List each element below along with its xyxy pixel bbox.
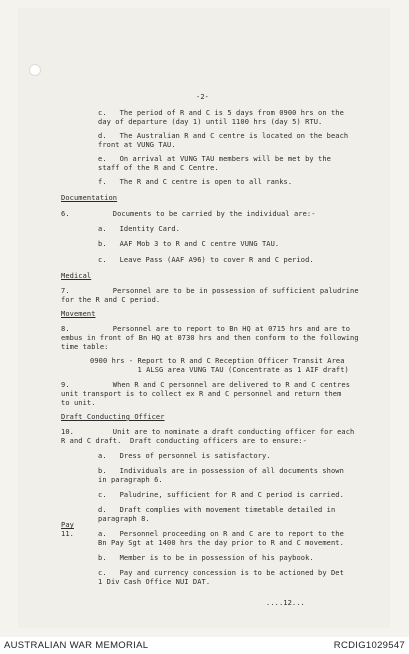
- para-10d-line2: paragraph 8.: [98, 515, 150, 523]
- para-11c-line1: c. Pay and currency concession is to be actioned by Det: [98, 569, 344, 577]
- continuation-marker: ....12...: [266, 599, 305, 607]
- para-8-line3: time table:: [61, 343, 109, 351]
- footer-bar: [0, 637, 409, 654]
- timetable-line2: 1 ALSG area VUNG TAU (Concentrate as 1 AIF draft): [90, 366, 349, 374]
- footer-record-id: RCDIG1029547: [333, 640, 405, 651]
- para-10b-line1: b. Individuals are in possession of all documents shown: [98, 467, 344, 475]
- para-10d-line1: d. Draft complies with movement timetable detailed in: [98, 506, 336, 514]
- footer-source: AUSTRALIAN WAR MEMORIAL: [4, 640, 149, 651]
- para-7-line1: 7. Personnel are to be in possession of sufficient paludrine: [61, 287, 359, 295]
- para-c-line2: day of departure (day 1) until 1100 hrs (day 5) RTU.: [98, 118, 323, 126]
- para-9-line1: 9. When R and C personnel are delivered to R and C centres: [61, 381, 351, 389]
- para-9-line3: to unit.: [61, 399, 96, 407]
- para-11c-line2: 1 Div Cash Office NUI DAT.: [98, 578, 211, 586]
- para-11a-line2: Bn Pay Sgt at 1400 hrs the day prior to R and C movement.: [98, 539, 344, 547]
- para-9-line2: unit transport is to collect ex R and C personnel and return them: [61, 390, 342, 398]
- punch-hole: [29, 64, 41, 76]
- para-8-line1: 8. Personnel are to report to Bn HQ at 0715 hrs and are to: [61, 325, 351, 333]
- para-11a-line1: a. Personnel proceeding on R and C are to report to the: [98, 530, 344, 538]
- heading-movement: Movement: [61, 310, 96, 318]
- para-6b: b. AAF Mob 3 to R and C centre VUNG TAU.: [98, 240, 280, 248]
- para-10b-line2: in paragraph 6.: [98, 476, 163, 484]
- para-7-line2: for the R and C period.: [61, 296, 161, 304]
- para-6a: a. Identity Card.: [98, 225, 180, 233]
- para-e-line2: staff of the R and C Centre.: [98, 164, 219, 172]
- para-6c: c. Leave Pass (AAF A96) to cover R and C period.: [98, 256, 314, 264]
- para-10-line2: R and C draft. Draft conducting officers are to ensure:-: [61, 437, 307, 445]
- heading-draft-conducting-officer: Draft Conducting Officer: [61, 413, 165, 421]
- heading-medical: Medical: [61, 272, 92, 280]
- para-d-line1: d. The Australian R and C centre is located on the beach: [98, 132, 349, 140]
- para-c-line1: c. The period of R and C is 5 days from 0900 hrs on the: [98, 109, 344, 117]
- para-11b: b. Member is to be in possession of his paybook.: [98, 554, 314, 562]
- para-10-line1: 10. Unit are to nominate a draft conducting officer for each: [61, 428, 355, 436]
- para-11-number: 11.: [61, 530, 74, 538]
- heading-documentation: Documentation: [61, 194, 118, 202]
- para-e-line1: e. On arrival at VUNG TAU members will be met by the: [98, 155, 331, 163]
- para-8-line2: embus in front of Bn HQ at 0730 hrs and then conform to the following: [61, 334, 359, 342]
- heading-pay: Pay: [61, 521, 74, 529]
- page-number: -2-: [196, 93, 209, 101]
- para-f: f. The R and C centre is open to all ranks.: [98, 178, 293, 186]
- para-d-line2: front at VUNG TAU.: [98, 141, 176, 149]
- para-10a: a. Dress of personnel is satisfactory.: [98, 452, 271, 460]
- para-6: 6. Documents to be carried by the individual are:-: [61, 210, 316, 218]
- timetable-line1: 0900 hrs - Report to R and C Reception Officer Transit Area: [90, 357, 345, 365]
- para-10c: c. Paludrine, sufficient for R and C period is carried.: [98, 491, 344, 499]
